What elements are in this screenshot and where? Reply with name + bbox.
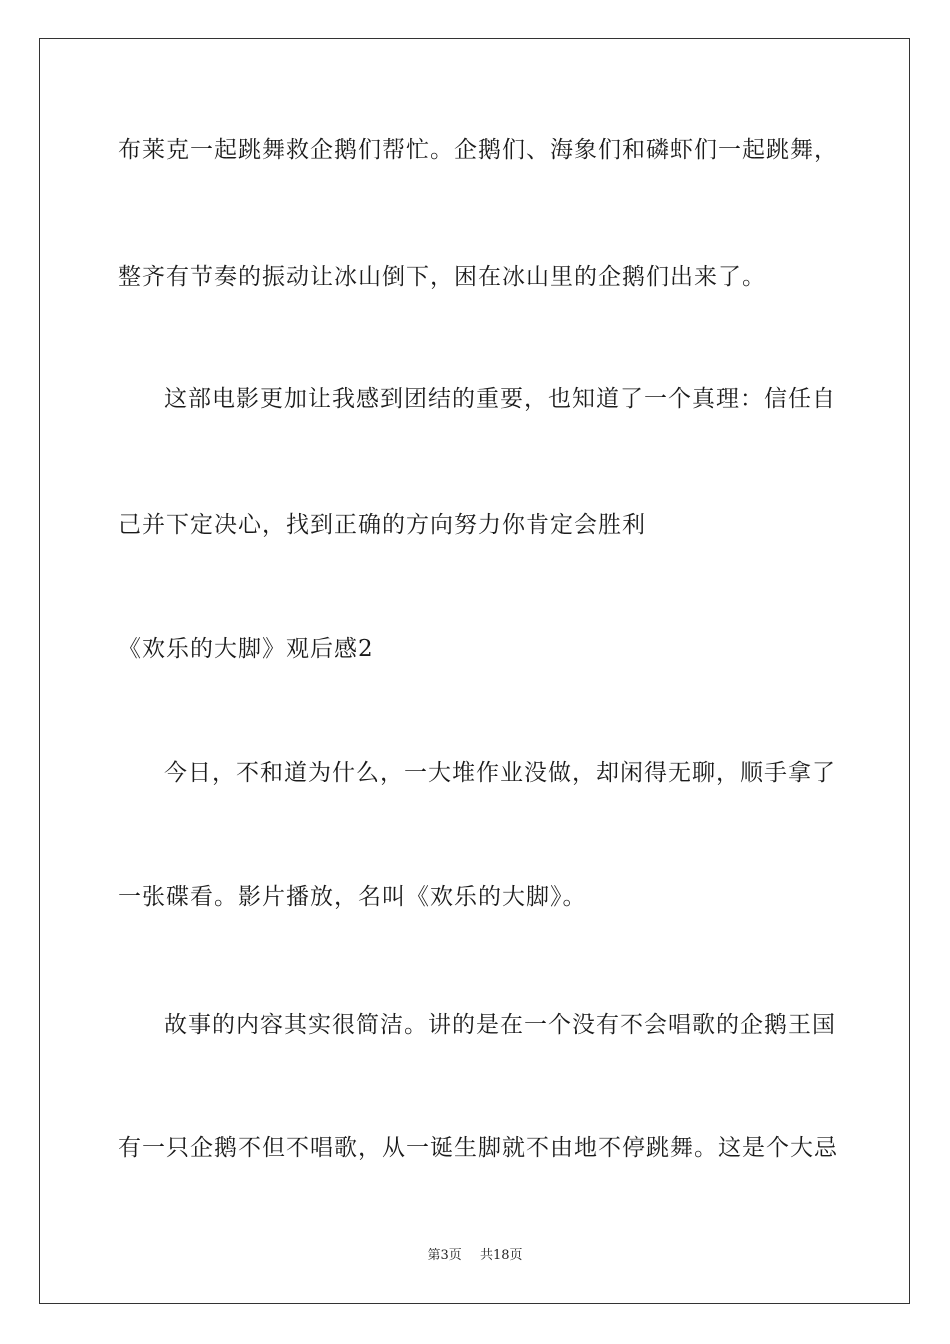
paragraph-start-line: 故事的内容其实很简洁。讲的是在一个没有不会唱歌的企鹅王国 bbox=[164, 1012, 836, 1038]
page-border bbox=[39, 38, 910, 1304]
page-footer bbox=[0, 1248, 950, 1264]
body-text-line: 有一只企鹅不但不唱歌，从一诞生脚就不由地不停跳舞。这是个大忌 bbox=[118, 1135, 838, 1161]
section-heading: 《欢乐的大脚》观后感2 bbox=[118, 636, 374, 662]
paragraph-start-line: 今日，不和道为什么，一大堆作业没做，却闲得无聊，顺手拿了 bbox=[164, 760, 836, 786]
page-number: 第3页 bbox=[427, 1248, 462, 1263]
paragraph-start-line: 这部电影更加让我感到团结的重要，也知道了一个真理：信任自 bbox=[164, 386, 836, 412]
body-text-line: 一张碟看。影片播放，名叫《欢乐的大脚》。 bbox=[118, 884, 587, 910]
page-total: 共18页 bbox=[479, 1248, 523, 1263]
body-text-line: 布莱克一起跳舞救企鹅们帮忙。企鹅们、海象们和磷虾们一起跳舞， bbox=[118, 137, 838, 163]
body-text-line: 己并下定决心，找到正确的方向努力你肯定会胜利 bbox=[118, 512, 646, 538]
body-text-line: 整齐有节奏的振动让冰山倒下，困在冰山里的企鹅们出来了。 bbox=[118, 264, 766, 290]
